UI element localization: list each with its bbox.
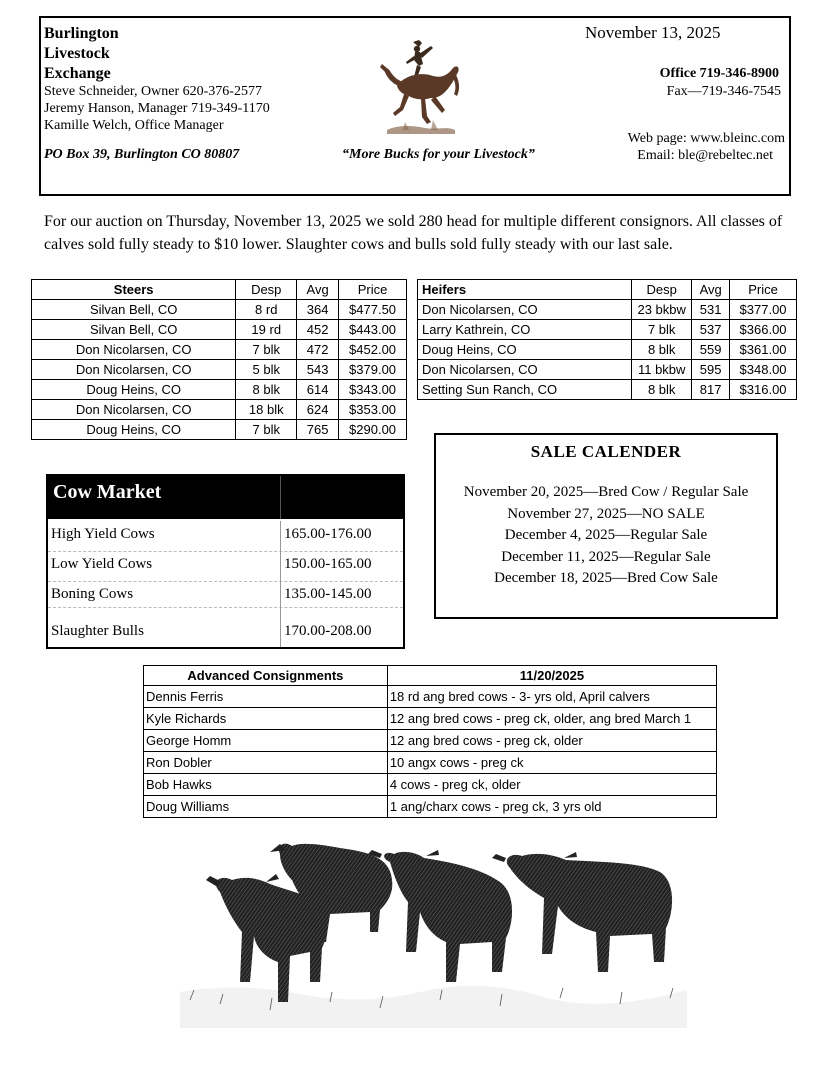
consignments-col-date: 11/20/2025 (387, 666, 716, 686)
price: $343.00 (339, 380, 407, 400)
consignments-header-row (144, 666, 717, 686)
desp: 8 blk (632, 340, 692, 360)
report-date: November 13, 2025 (585, 23, 721, 42)
avg: 543 (297, 360, 339, 380)
heifers-col-price: Price (730, 280, 797, 300)
consignor: Dennis Ferris (144, 686, 388, 708)
price: $348.00 (730, 360, 797, 380)
heifers-col-desp: Desp (632, 280, 692, 300)
avg: 614 (297, 380, 339, 400)
price: $366.00 (730, 320, 797, 340)
cow-class: Boning Cows (48, 581, 281, 607)
table-row (48, 607, 403, 647)
motto: “More Bucks for your Livestock” (342, 147, 535, 162)
heifers-col-name: Heifers (418, 280, 632, 300)
description: 12 ang bred cows - preg ck, older (387, 730, 716, 752)
steers-table (31, 279, 407, 440)
cow-market-title: Cow Market (48, 476, 281, 519)
cow-class: Low Yield Cows (48, 551, 281, 581)
table-row (144, 686, 717, 708)
cow-class: Slaughter Bulls (48, 607, 281, 647)
desp: 7 blk (632, 320, 692, 340)
table-row (144, 796, 717, 818)
price-range: 165.00-176.00 (284, 526, 372, 542)
consignor: Bob Hawks (144, 774, 388, 796)
consignor: Don Nicolarsen, CO (418, 360, 632, 380)
price: $377.00 (730, 300, 797, 320)
list-item: November 20, 2025—Bred Cow / Regular Sale (463, 484, 749, 500)
steers-col-avg: Avg (297, 280, 339, 300)
table-row (144, 752, 717, 774)
table-row (48, 581, 403, 607)
price-range: 170.00-208.00 (284, 623, 372, 639)
avg: 559 (692, 340, 730, 360)
bronc-rider-logo (375, 38, 463, 140)
staff-office-manager: Kamille Welch, Office Manager (44, 118, 224, 133)
table-row (48, 521, 403, 551)
list-item: December 4, 2025—Regular Sale (504, 527, 708, 543)
table-row (32, 320, 407, 340)
avg: 452 (297, 320, 339, 340)
description: 18 rd ang bred cows - 3- yrs old, April calvers (387, 686, 716, 708)
consignor: Larry Kathrein, CO (418, 320, 632, 340)
table-row (418, 340, 797, 360)
company-line-3: Exchange (44, 65, 111, 82)
desp: 8 rd (236, 300, 297, 320)
price: $452.00 (339, 340, 407, 360)
consignor: Don Nicolarsen, CO (418, 300, 632, 320)
cattle-herd-illustration (180, 832, 687, 1028)
consignor: Silvan Bell, CO (32, 300, 236, 320)
office-phone: Office 719-346-8900 (659, 66, 779, 81)
list-item: December 18, 2025—Bred Cow Sale (494, 570, 718, 586)
sale-calendar-title: SALE CALENDER (530, 442, 682, 461)
cow-market-table (46, 474, 405, 649)
table-row (418, 320, 797, 340)
desp: 7 blk (236, 340, 297, 360)
consignor: Don Nicolarsen, CO (32, 340, 236, 360)
consignor: Kyle Richards (144, 708, 388, 730)
avg: 364 (297, 300, 339, 320)
desp: 19 rd (236, 320, 297, 340)
table-row (144, 774, 717, 796)
desp: 5 blk (236, 360, 297, 380)
steers-col-price: Price (339, 280, 407, 300)
table-row (32, 300, 407, 320)
list-item: November 27, 2025—NO SALE (507, 505, 705, 522)
consignor: Ron Dobler (144, 752, 388, 774)
description: 12 ang bred cows - preg ck, older, ang bred March 1 (387, 708, 716, 730)
cow-class: High Yield Cows (48, 521, 281, 551)
consignor: Doug Heins, CO (418, 340, 632, 360)
consignor: Don Nicolarsen, CO (32, 400, 236, 420)
desp: 8 blk (632, 380, 692, 400)
fax-number: Fax—719-346-7545 (666, 84, 781, 99)
list-item: December 11, 2025—Regular Sale (501, 548, 711, 565)
description: 4 cows - preg ck, older (387, 774, 716, 796)
company-line-2: Livestock (44, 45, 110, 62)
table-row (32, 380, 407, 400)
steers-col-name: Steers (32, 280, 236, 300)
price: $477.50 (339, 300, 407, 320)
steers-col-desp: Desp (236, 280, 297, 300)
table-row (32, 360, 407, 380)
table-row (32, 420, 407, 440)
price: $443.00 (339, 320, 407, 340)
consignments-col-name: Advanced Consignments (144, 666, 388, 686)
price-range: 150.00-165.00 (284, 556, 372, 572)
description: 10 angx cows - preg ck (387, 752, 716, 774)
desp: 8 blk (236, 380, 297, 400)
avg: 624 (297, 400, 339, 420)
price-range: 135.00-145.00 (284, 586, 372, 602)
table-row (32, 400, 407, 420)
heifers-table (417, 279, 797, 400)
email-address[interactable]: Email: ble@rebeltec.net (637, 148, 773, 163)
avg: 765 (297, 420, 339, 440)
heifers-col-avg: Avg (692, 280, 730, 300)
sale-calendar (434, 433, 778, 619)
table-row (48, 551, 403, 581)
consignor: Doug Heins, CO (32, 380, 236, 400)
company-name (44, 24, 119, 84)
table-row (32, 340, 407, 360)
price: $316.00 (730, 380, 797, 400)
staff-list (44, 83, 270, 134)
price: $379.00 (339, 360, 407, 380)
table-row (144, 708, 717, 730)
table-row (418, 300, 797, 320)
avg: 472 (297, 340, 339, 360)
staff-owner: Steve Schneider, Owner 620-376-2577 (44, 84, 262, 99)
desp: 7 blk (236, 420, 297, 440)
price: $353.00 (339, 400, 407, 420)
sale-calendar-list (436, 482, 776, 590)
desp: 18 blk (236, 400, 297, 420)
consignor: Silvan Bell, CO (32, 320, 236, 340)
sale-summary: For our auction on Thursday, November 13, 2025 we sold 280 head for multiple different consignors. All classes of calves sold fully steady to $10 lower. Slaughter cows and bulls sold fully steady with our last sale. (44, 213, 783, 253)
price: $290.00 (339, 420, 407, 440)
price: $361.00 (730, 340, 797, 360)
consignor: Setting Sun Ranch, CO (418, 380, 632, 400)
consignor: George Homm (144, 730, 388, 752)
steers-header-row (32, 280, 407, 300)
avg: 817 (692, 380, 730, 400)
consignor: Doug Heins, CO (32, 420, 236, 440)
cow-market-header (48, 476, 403, 519)
table-row (418, 360, 797, 380)
staff-manager: Jeremy Hanson, Manager 719-349-1170 (44, 101, 270, 116)
mailing-address: PO Box 39, Burlington CO 80807 (44, 147, 240, 162)
table-row (144, 730, 717, 752)
consignor: Doug Williams (144, 796, 388, 818)
advanced-consignments-table (143, 665, 717, 818)
company-line-1: Burlington (44, 25, 119, 42)
avg: 595 (692, 360, 730, 380)
description: 1 ang/charx cows - preg ck, 3 yrs old (387, 796, 716, 818)
web-page[interactable]: Web page: www.bleinc.com (627, 131, 785, 146)
desp: 11 bkbw (632, 360, 692, 380)
consignor: Don Nicolarsen, CO (32, 360, 236, 380)
heifers-header-row (418, 280, 797, 300)
avg: 531 (692, 300, 730, 320)
table-row (418, 380, 797, 400)
desp: 23 bkbw (632, 300, 692, 320)
avg: 537 (692, 320, 730, 340)
